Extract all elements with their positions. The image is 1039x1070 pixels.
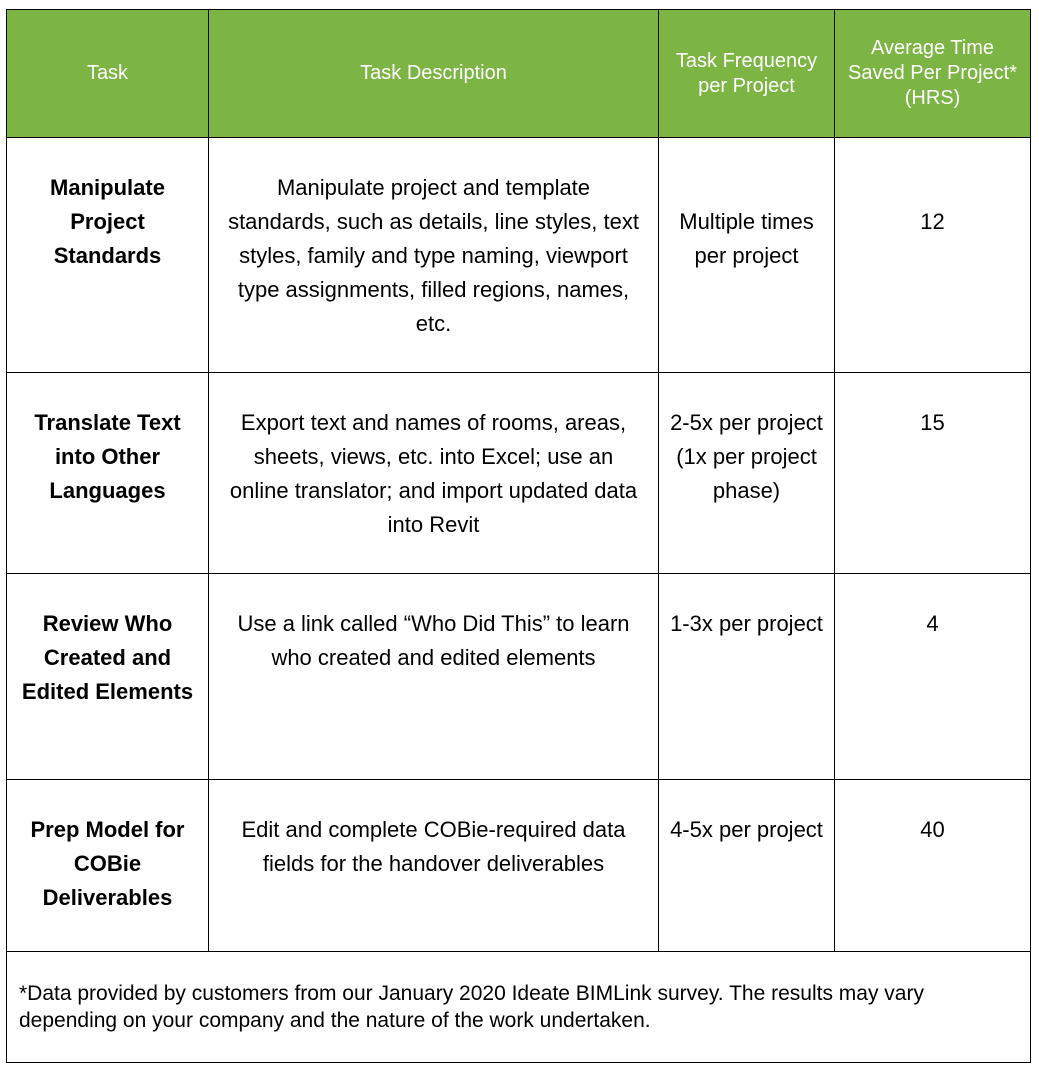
table-row xyxy=(7,780,1031,952)
table-row xyxy=(7,138,1031,373)
task-description: Export text and names of rooms, areas, sheets, views, etc. into Excel; use an online translator; and import updated data into Revit xyxy=(209,373,659,574)
time-saved: 12 xyxy=(835,138,1031,373)
task-frequency: 1-3x per project xyxy=(659,574,835,780)
task-frequency: Multiple times per project xyxy=(659,138,835,373)
header-time-saved: Average Time Saved Per Project* (HRS) xyxy=(835,10,1031,138)
task-name: Manipulate Project Standards xyxy=(7,138,209,373)
task-description: Manipulate project and template standards, such as details, line styles, text styles, family and type naming, viewport type assignments, filled regions, names, etc. xyxy=(209,138,659,373)
header-description: Task Description xyxy=(209,10,659,138)
footnote-row xyxy=(7,952,1031,1063)
time-saved: 15 xyxy=(835,373,1031,574)
header-task: Task xyxy=(7,10,209,138)
header-frequency: Task Frequency per Project xyxy=(659,10,835,138)
task-description: Use a link called “Who Did This” to learn who created and edited elements xyxy=(209,574,659,780)
task-name: Review Who Created and Edited Elements xyxy=(7,574,209,780)
time-savings-table xyxy=(6,9,1031,1063)
footnote: *Data provided by customers from our January 2020 Ideate BIMLink survey. The results may vary depending on your company and the nature of the work undertaken. xyxy=(7,952,1031,1063)
task-frequency: 2-5x per project (1x per project phase) xyxy=(659,373,835,574)
header-row xyxy=(7,10,1031,138)
task-name: Prep Model for COBie Deliverables xyxy=(7,780,209,952)
time-saved: 40 xyxy=(835,780,1031,952)
table-row xyxy=(7,373,1031,574)
time-saved: 4 xyxy=(835,574,1031,780)
task-frequency: 4-5x per project xyxy=(659,780,835,952)
task-description: Edit and complete COBie-required data fields for the handover deliverables xyxy=(209,780,659,952)
task-name: Translate Text into Other Languages xyxy=(7,373,209,574)
table-row xyxy=(7,574,1031,780)
